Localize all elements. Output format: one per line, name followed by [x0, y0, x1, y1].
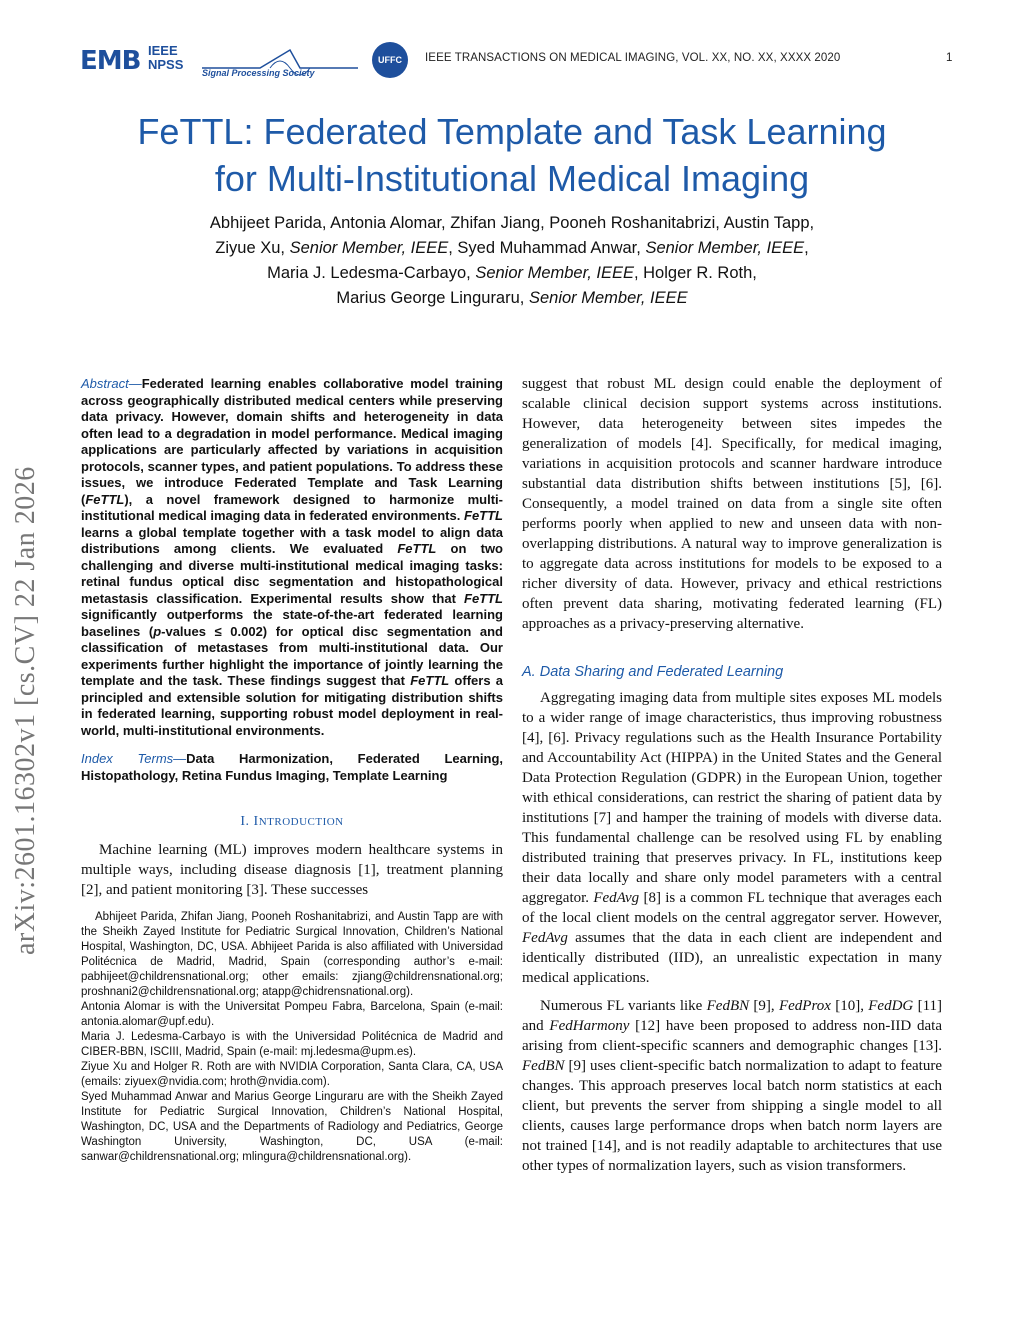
body-text: [8] is a common FL technique that averages each of the local client models on the central aggregator server. However, — [522, 890, 942, 926]
footnotes — [81, 910, 503, 1165]
body-text: Numerous FL variants like — [540, 998, 707, 1014]
body-text: [9] uses client-specific batch normalization to adapt to feature changes. This approach preserves local batch norm statistics at each client, but prevents the server from shipping a single model to all clients, causes large performance drops when batch norm layers are not trained [14], and is not readily adaptable to architectures that use other types of normalization layers, such as vision transformers. — [522, 1058, 942, 1174]
emb-logo: EMB — [80, 46, 141, 76]
method-name: FeTTL — [410, 673, 450, 688]
index-terms-text: Data Harmonization, Federated Learning, Histopathology, Retina Fundus Imaging, Template Learning — [81, 751, 503, 783]
subsection-heading-data-sharing: A. Data Sharing and Federated Learning — [522, 664, 784, 680]
method-name: FeTTL — [464, 508, 503, 523]
method-name: FedBN — [706, 998, 750, 1014]
author-membership: Senior Member, IEEE — [645, 239, 805, 257]
method-name: FeTTL — [397, 541, 437, 556]
author-list — [60, 211, 964, 311]
author-membership: Senior Member, IEEE — [475, 264, 634, 282]
method-name: FedBN — [522, 1058, 565, 1074]
npss-logo-text: NPSS — [148, 57, 184, 72]
footnote-affiliation: Ziyue Xu and Holger R. Roth are with NVIDIA Corporation, Santa Clara, CA, USA (emails: ziyuex@nvidia.com; hroth@nvidia.com). — [81, 1061, 503, 1088]
section-number: I. I — [240, 814, 259, 829]
author-membership: Senior Member, IEEE — [289, 239, 449, 257]
footnote-affiliation: Maria J. Ledesma-Carbayo is with the Universidad Politécnica de Madrid and CIBER-BBN, ISCIII, Madrid, Spain (e-mail: mj.ledesma@upm.es). — [81, 1031, 503, 1058]
paper-title — [60, 108, 964, 202]
signal-processing-society-label: Signal Processing Society — [202, 68, 315, 78]
body-text: [12] have been proposed to address non-IID data arising from client-specific scanners and demographic changes [13]. — [522, 1018, 942, 1054]
society-logos — [80, 40, 420, 84]
author-name: , Holger R. Roth, — [633, 264, 757, 282]
abstract-text: offers a principled and extensible solution for mitigating distribution shifts in federated learning, supporting robust model deployment in real-world, multi-institutional environments. — [81, 673, 503, 738]
method-name: FedAvg — [593, 890, 640, 906]
page-number: 1 — [946, 52, 953, 64]
abstract-text: -values ≤ 0.002) for optical disc segmentation and classification of metastases from multi-institutional data. Our experiments further highlight the importance of jointly learning the template and the task. These findings suggest that — [81, 623, 503, 688]
method-name: FedAvg — [522, 930, 568, 946]
body-text: Aggregating imaging data from multiple sites exposes ML models to a wider range of image characteristics, thus improving robustness [4], [6]. Privacy regulations such as the Health Insurance Portability and Accountability Act (HIPPA) in the United States and the General Data Protection Regulation (GDPR) in the European Union, together with ethical considerations, can restrict the sharing of patient data by institutions [7] and hamper the training of models with diverse data. This fundamental challenge can be resolved using FL by enabling distributed training that preserves privacy. In FL, institutions keep their data locally and share only model parameters with a central aggregator. — [522, 690, 942, 906]
author-name: Ziyue Xu, — [215, 239, 290, 257]
left-column — [81, 376, 503, 1165]
body-text: [10], — [830, 998, 869, 1014]
index-terms-label: Index Terms — [81, 751, 174, 766]
body-paragraph — [522, 688, 942, 988]
abstract-text: on two challenging and diverse multi-institutional medical imaging tasks: retinal fundus optical disc segmentation and histopathological metastasis classification. Experimental results show that — [81, 541, 503, 606]
author-name: , Syed Muhammad Anwar, — [448, 239, 646, 257]
method-name: FedDG — [868, 998, 914, 1014]
section-heading-introduction — [81, 814, 503, 830]
footnote-affiliation: Abhijeet Parida, Zhifan Jiang, Pooneh Roshanitabrizi, and Austin Tapp are with the Sheikh Zayed Institute for Pediatric Surgical Innovation, Children’s National Hospital, Washington, DC, USA. Abhijeet Parida is also affiliated with Universidad Politécnica de Madrid, Madrid, Spain (corresponding author’s e-mail: pabhijeet@childrensnational.org; other emails: zjiang@childrensnational.org; proshnani2@childrensnational.org; atapp@chidrensnational.org). — [81, 911, 503, 998]
abstract-text: ), a novel framework designed to harmonize multi-institutional medical imaging data in federated environments. — [81, 491, 503, 523]
body-text: [9], — [749, 998, 779, 1014]
ieee-npss-logo — [148, 44, 183, 72]
abstract-text: significantly outperforms the state-of-the-art federated learning baselines ( — [81, 607, 503, 639]
footnote-affiliation: Syed Muhammad Anwar and Marius George Linguraru are with the Sheikh Zayed Institute for Pediatric Surgical Innovation, Children’s National Hospital, Washington, DC, USA and the Departments of Radiology and Pediatrics, George Washington University, Washington, DC, USA (e-mail: sanwar@childrensnational.org; mlingura@childrensnational.org). — [81, 1091, 503, 1163]
author-membership: Senior Member, IEEE — [528, 289, 688, 307]
method-name: FeTTL — [85, 491, 125, 507]
method-name: FedProx — [778, 998, 831, 1014]
abstract — [81, 376, 503, 739]
footnote-affiliation: Antonia Alomar is with the Universitat Pompeu Fabra, Barcelona, Spain (e-mail: antonia.alomar@upf.edu). — [81, 1001, 503, 1028]
title-line-2: for Multi-Institutional Medical Imaging — [214, 158, 810, 199]
body-paragraph — [522, 996, 942, 1176]
abstract-label: Abstract — [81, 376, 129, 391]
abstract-text: learns a global template together with a task model to align data distributions among clients. We evaluated — [81, 524, 503, 556]
authors-line-1: Abhijeet Parida, Antonia Alomar, Zhifan Jiang, Pooneh Roshanitabrizi, Austin Tapp, — [209, 214, 815, 232]
uffc-logo: UFFC — [372, 42, 408, 78]
title-line-1: FeTTL: Federated Template and Task Learning — [137, 111, 887, 152]
abstract-dash: — — [128, 376, 142, 391]
author-name: Marius George Linguraru, — [336, 289, 529, 307]
intro-paragraph-continued: suggest that robust ML design could enable the deployment of scalable clinical decision support systems across institutions. However, data heterogeneity between sites impedes the generalization of models [4]. Specifically, for medical imaging, variations in acquisition protocols and scanner hardware introduce substantial data distribution shifts between institutions [5], [6]. Consequently, a model trained on data from a single site often performs poorly when applied to new and unseen data with non-overlapping distributions. A natural way to improve generalization is to aggregate data across institutions for models to be exposed to a richer diversity of data. However, privacy and ethical restrictions often prevent data sharing, motivating federated learning (FL) approaches as a privacy-preserving alternative. — [522, 376, 942, 632]
author-name: Maria J. Ledesma-Carbayo, — [267, 264, 476, 282]
abstract-text: Federated learning enables collaborative model training across geographically distributed medical centers while preserving data privacy. However, domain shifts and heterogeneity in data often lead to a degradation in model performance. Medical imaging applications are particularly affected by variations in acquisition protocols, scanner types, and patient populations. To address these issues, we introduce Federated Template and Task Learning ( — [81, 376, 503, 507]
section-title: NTRODUCTION — [258, 816, 344, 828]
ieee-logo-text: IEEE — [148, 43, 178, 58]
right-column — [522, 374, 942, 1176]
arxiv-stamp: arXiv:2601.16302v1 [cs.CV] 22 Jan 2026 — [10, 466, 41, 955]
journal-header: IEEE TRANSACTIONS ON MEDICAL IMAGING, VOL. XX, NO. XX, XXXX 2020 — [425, 52, 841, 64]
body-text: [11] and — [522, 998, 943, 1034]
method-name: FeTTL — [464, 590, 503, 606]
body-text: assumes that the data in each client are independent and identically distributed (IID), an unrealistic expectation in many medical applications. — [522, 930, 942, 986]
index-terms-dash: — — [173, 751, 187, 766]
author-separator: , — [804, 239, 809, 257]
p-symbol: p — [153, 623, 162, 639]
intro-paragraph: Machine learning (ML) improves modern healthcare systems in multiple ways, including disease diagnosis [1], treatment planning [2], and patient monitoring [3]. These successes — [81, 842, 503, 898]
method-name: FedHarmony — [549, 1018, 630, 1034]
index-terms — [81, 751, 503, 784]
